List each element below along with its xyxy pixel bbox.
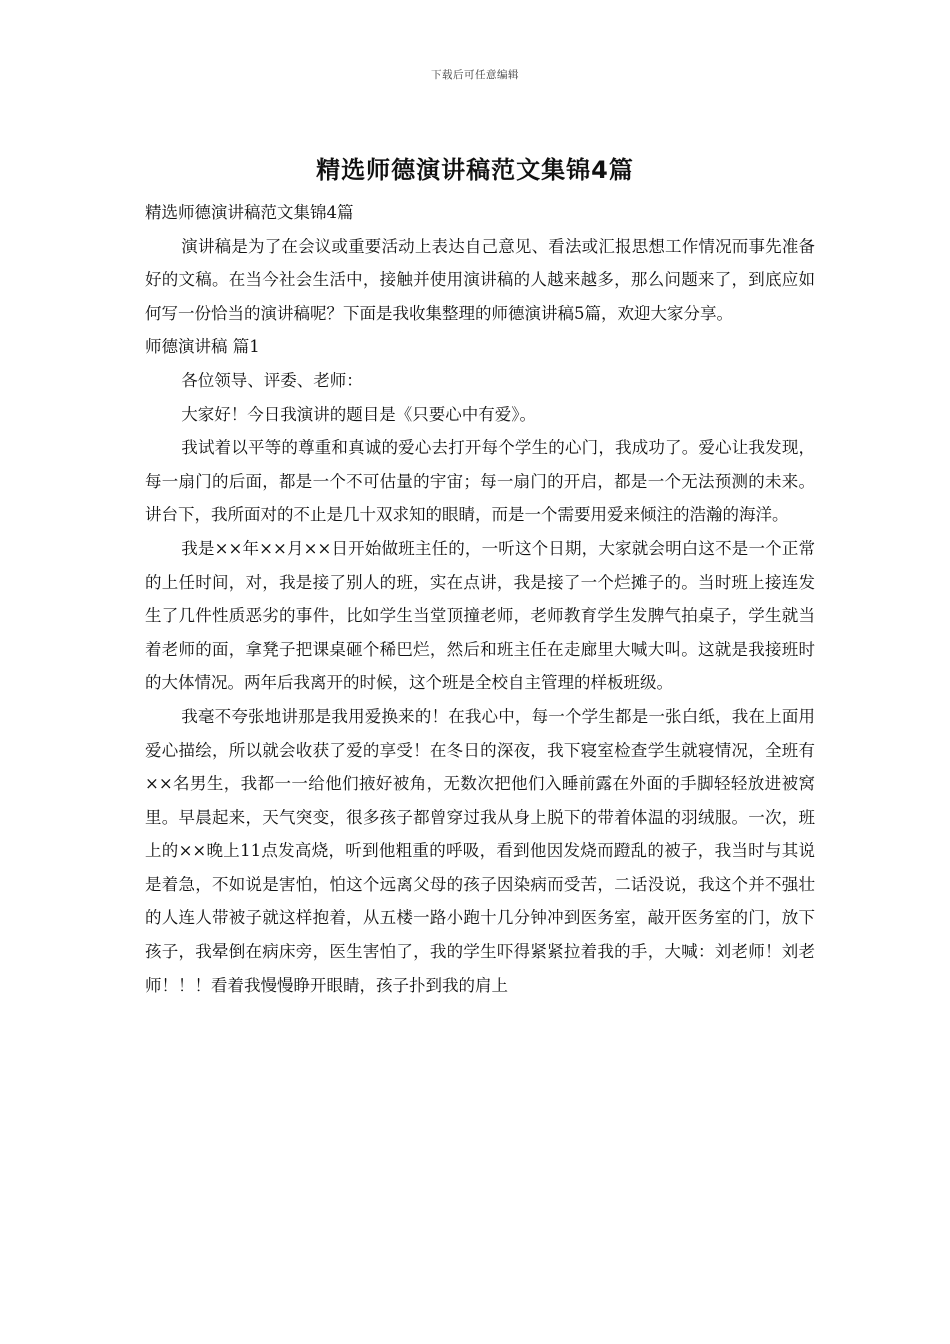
greeting-paragraph: 大家好！今日我演讲的题目是《只要心中有爱》。 xyxy=(181,404,537,424)
body-paragraph: 我是××年××月××日开始做班主任的，一听这个日期，大家就会明白这不是一个正常的上任时间，对，我是接了别人的班，实在点讲，我是接了一个烂摊子的。当时班上接连发生了几件性质恶劣的事件，比如学生当堂顶撞老师，老师教育学生发脾气拍桌子，学生就当着老师的面，拿凳子把课桌砸个稀巴烂，然后和班主任在走廊里大喊大叫。这就是我接班时的大体情况。两年后我离开的时候，这个班是全校自主管理的样板班级。 xyxy=(145,538,815,693)
intro-paragraph: 演讲稿是为了在会议或重要活动上表达自己意见、看法或汇报思想工作情况而事先准备好的文稿。在当今社会生活中，接触并使用演讲稿的人越来越多，那么问题来了，到底应如何写一份恰当的演讲稿呢？下面是我收集整理的师德演讲稿5篇，欢迎大家分享。 xyxy=(145,236,815,323)
subtitle-line: 精选师德演讲稿范文集锦4篇 xyxy=(145,203,354,222)
document-title: 精选师德演讲稿范文集锦4篇 xyxy=(316,156,634,184)
page-header-note: 下载后可任意编辑 xyxy=(431,69,519,81)
section-heading: 师德演讲稿 篇1 xyxy=(145,337,260,357)
body-paragraph: 我毫不夸张地讲那是我用爱换来的！在我心中，每一个学生都是一张白纸，我在上面用爱心描绘，所以就会收获了爱的享受！在冬日的深夜，我下寝室检查学生就寝情况，全班有××名男生，我都一一给他们掖好被角，无数次把他们入睡前露在外面的手脚轻轻放进被窝里。早晨起来，天气突变，很多孩子都曾穿过我从身上脱下的带着体温的羽绒服。一次，班上的××晚上11点发高烧，听到他粗重的呼吸，看到他因发烧而蹬乱的被子，我当时与其说是着急，不如说是害怕，怕这个远离父母的孩子因染病而受苦，二话没说，我这个并不强壮的人连人带被子就这样抱着，从五楼一路小跑十几分钟冲到医务室，敲开医务室的门，放下孩子，我晕倒在病床旁，医生害怕了，我的学生吓得紧紧拉着我的手，大喊：刘老师！刘老师！！！看着我慢慢睁开眼睛，孩子扑到我的肩上 xyxy=(145,706,815,995)
body-paragraph: 我试着以平等的尊重和真诚的爱心去打开每个学生的心门，我成功了。爱心让我发现，每一扇门的后面，都是一个不可估量的宇宙；每一扇门的开启，都是一个无法预测的未来。讲台下，我所面对的不止是几十双求知的眼睛，而是一个需要用爱来倾注的浩瀚的海洋。 xyxy=(145,438,815,525)
salutation: 各位领导、评委、老师： xyxy=(181,370,363,390)
document-body xyxy=(145,196,815,1002)
